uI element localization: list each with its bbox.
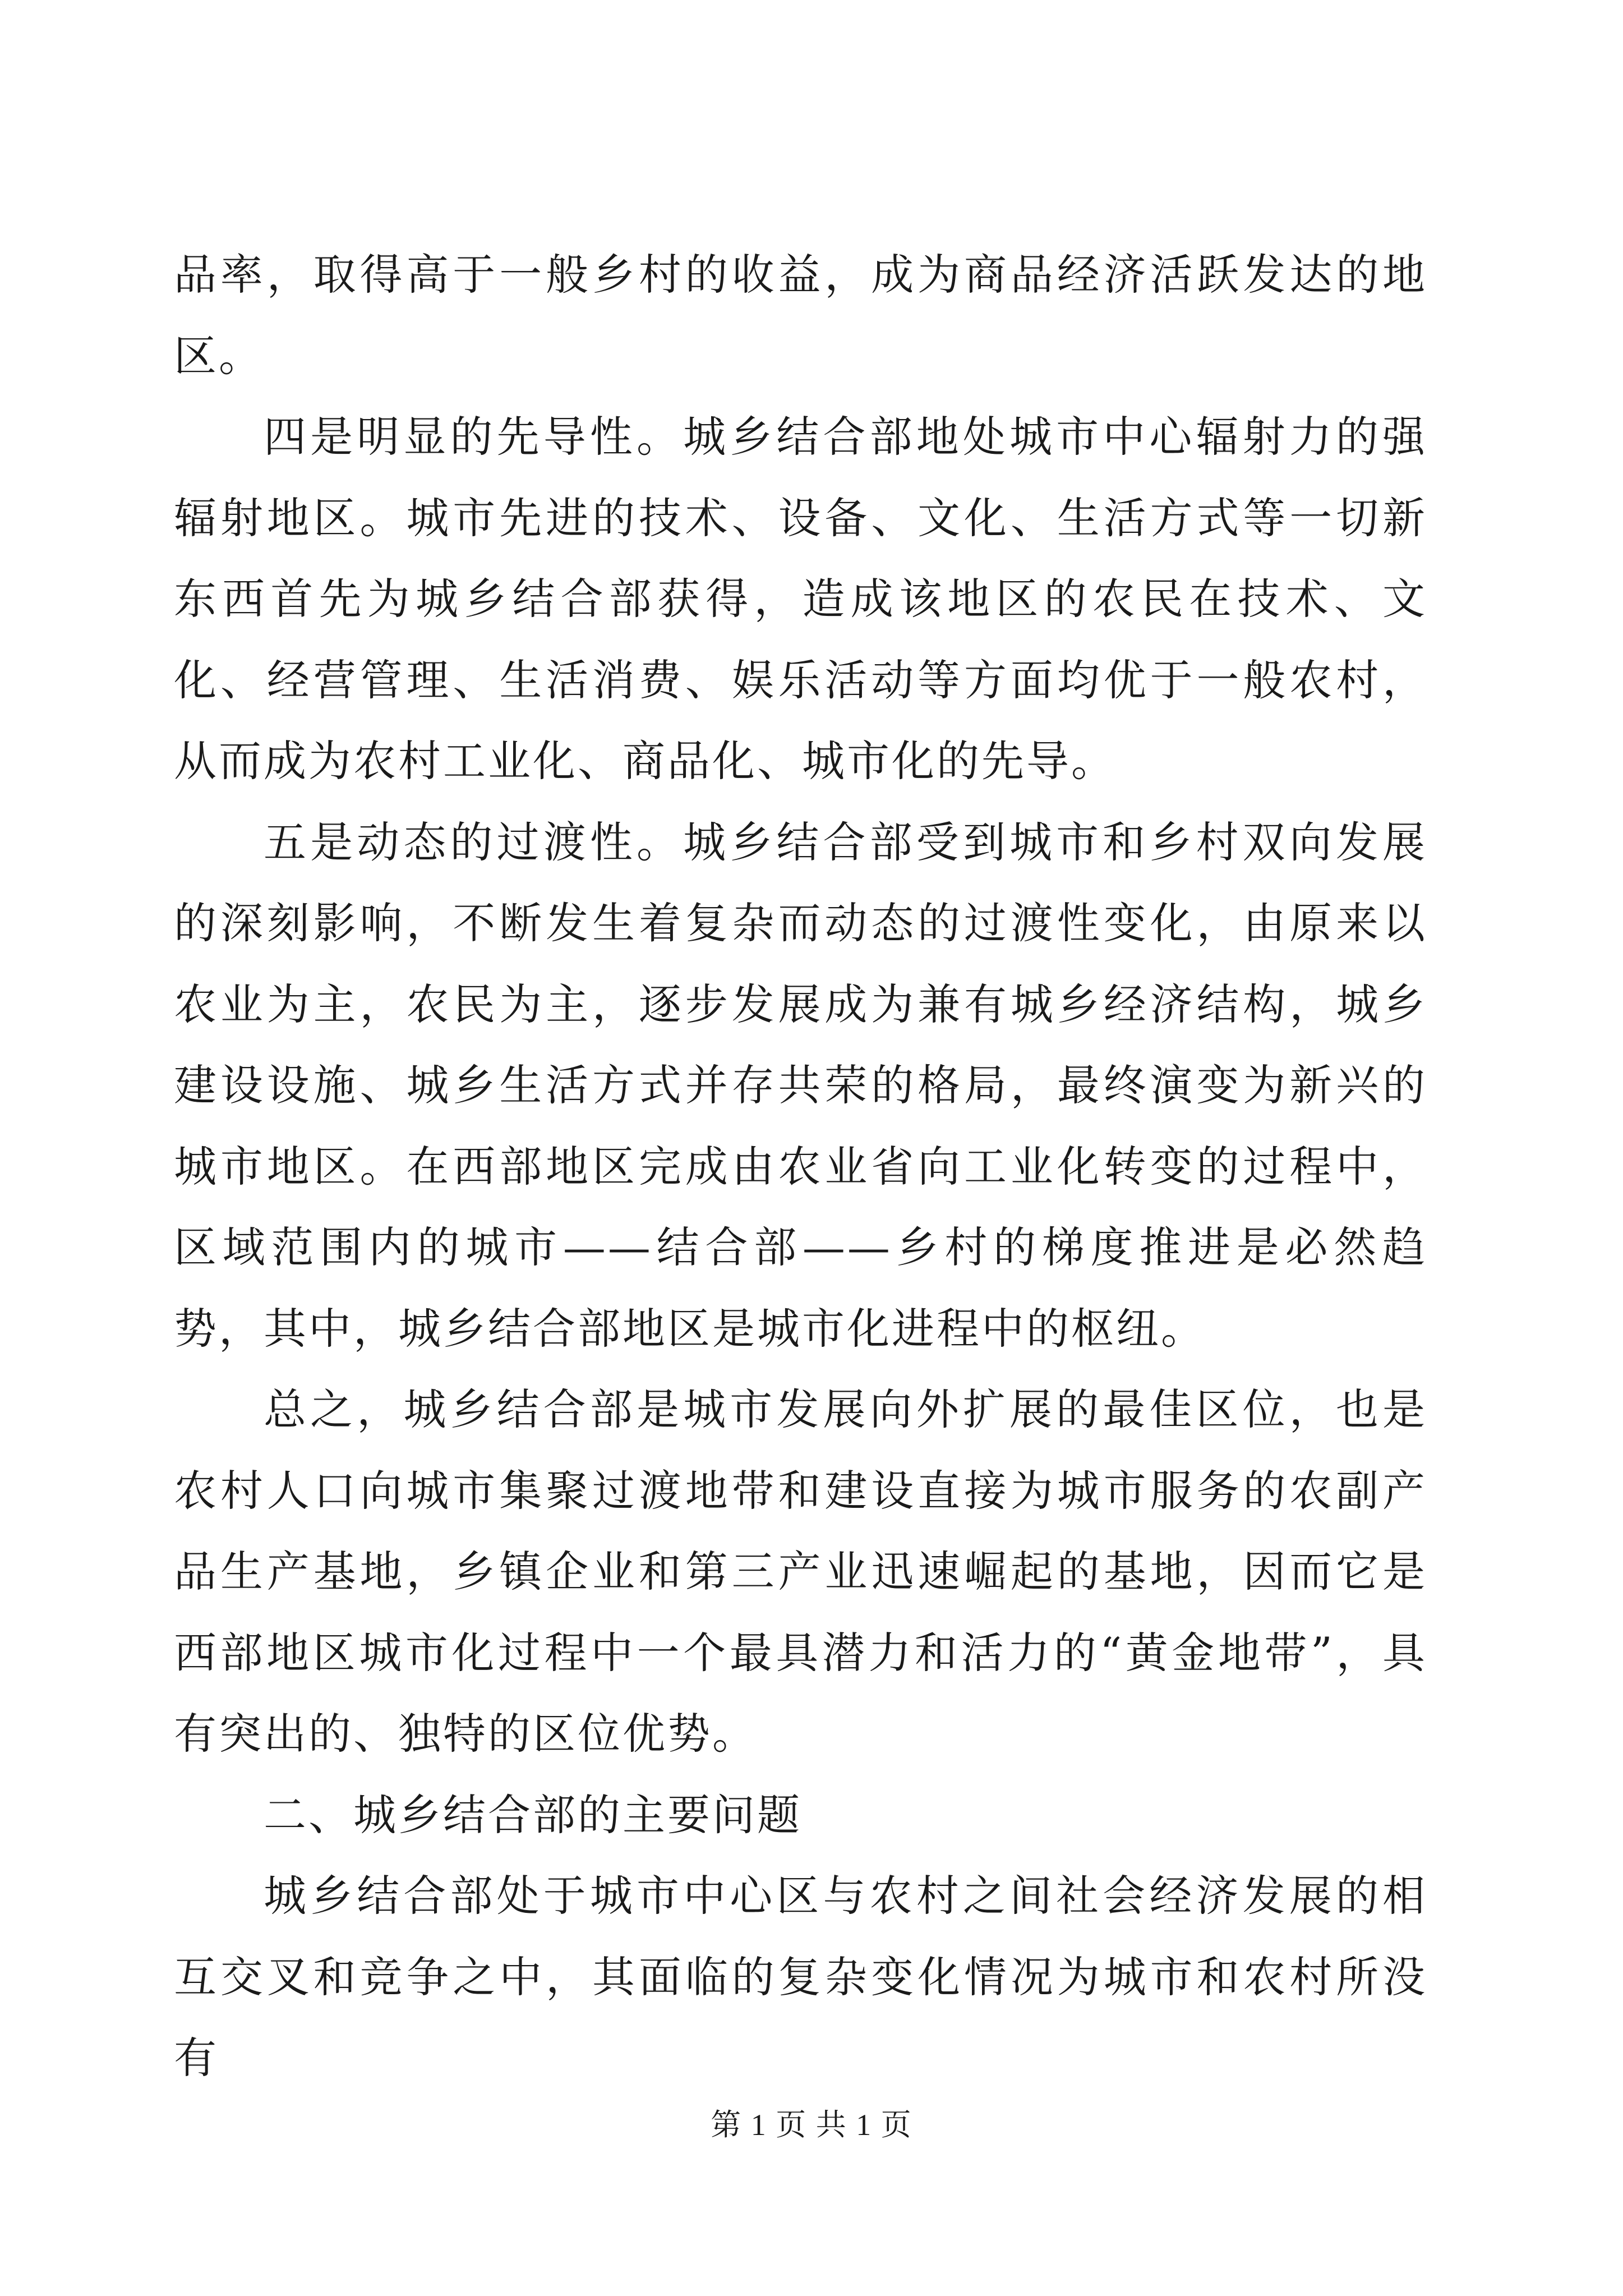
document-body [174,234,1427,2099]
paragraph-continuation: 品率，取得高于一般乡村的收益，成为商品经济活跃发达的地区。 [174,250,1427,381]
section-heading: 二、城乡结合部的主要问题 [264,1789,802,1840]
paragraph-section-intro: 城乡结合部处于城市中心区与农村之间社会经济发展的相互交叉和竞争之中，其面临的复杂变化情况为城市和农村所没有 [174,1871,1427,2083]
paragraph-point-four: 四是明显的先导性。城乡结合部地处城市中心辐射力的强辐射地区。城市先进的技术、设备、文化、生活方式等一切新东西首先为城乡结合部获得，造成该地区的农民在技术、文化、经营管理、生活消费、娱乐活动等方面均优于一般农村，从而成为农村工业化、商品化、城市化的先导。 [174,412,1427,786]
paragraph-point-five: 五是动态的过渡性。城乡结合部受到城市和乡村双向发展的深刻影响，不断发生着复杂而动态的过渡性变化，由原来以农业为主，农民为主，逐步发展成为兼有城乡经济结构，城乡建设设施、城乡生活方式并存共荣的格局，最终演变为新兴的城市地区。在西部地区完成由农业省向工业化转变的过程中，区域范围内的城市——结合部——乡村的梯度推进是必然趋势，其中，城乡结合部地区是城市化进程中的枢纽。 [174,817,1427,1354]
page-footer: 第 1 页 共 1 页 [711,2108,912,2142]
paragraph-summary: 总之，城乡结合部是城市发展向外扩展的最佳区位，也是农村人口向城市集聚过渡地带和建设直接为城市服务的农副产品生产基地，乡镇企业和第三产业迅速崛起的基地，因而它是西部地区城市化过程中一个最具潜力和活力的“黄金地带”，具有突出的、独特的区位优势。 [174,1384,1427,1759]
